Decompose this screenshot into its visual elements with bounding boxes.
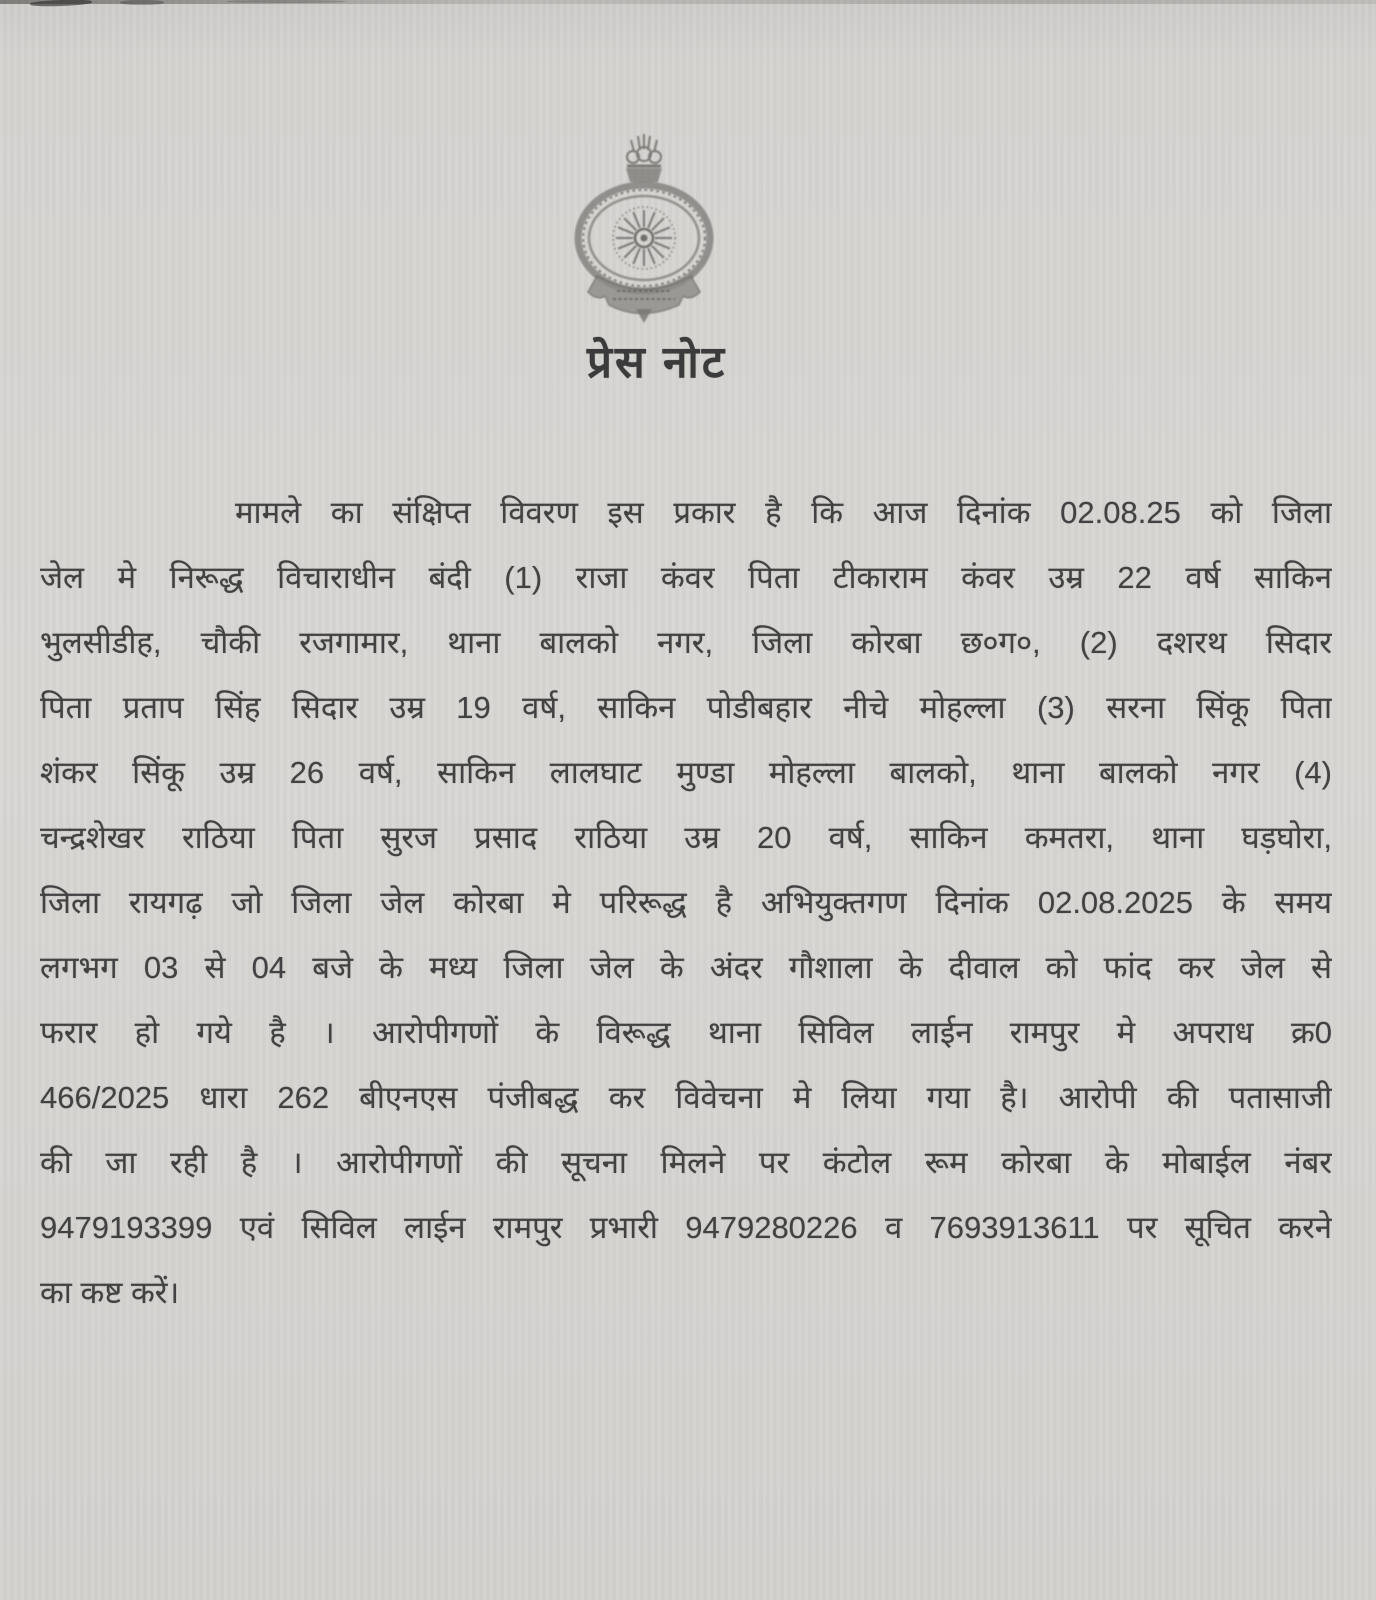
press-note-body <box>40 480 1332 1325</box>
scan-top-edge <box>0 0 1376 4</box>
scan-artifact <box>226 0 346 3</box>
body-line: शंकर सिंकू उम्र 26 वर्ष, साकिन लालघाट मुण्डा मोहल्ला बालको, थाना बालको नगर (4) <box>40 755 1332 790</box>
body-line: 9479193399 एवं सिविल लाईन रामपुर प्रभारी 9479280226 व 7693913611 पर सूचित करने <box>40 1210 1332 1245</box>
body-line: भुलसीडीह, चौकी रजगामार, थाना बालको नगर, जिला कोरबा छ०ग०, (2) दशरथ सिदार <box>40 625 1332 660</box>
body-line: पिता प्रताप सिंह सिदार उम्र 19 वर्ष, साकिन पोडीबहार नीचे मोहल्ला (3) सरना सिंकू पिता <box>40 690 1332 725</box>
body-line: जेल मे निरूद्ध विचाराधीन बंदी (1) राजा कंवर पिता टीकाराम कंवर उम्र 22 वर्ष साकिन <box>40 560 1332 595</box>
body-line: चन्द्रशेखर राठिया पिता सुरज प्रसाद राठिया उम्र 20 वर्ष, साकिन कमतरा, थाना घड़घोरा, <box>40 820 1332 855</box>
scan-artifact <box>120 0 164 5</box>
body-line: 466/2025 धारा 262 बीएनएस पंजीबद्ध कर विवेचना मे लिया गया है। आरोपी की पतासाजी <box>40 1080 1332 1115</box>
state-police-crest-icon <box>569 126 719 326</box>
body-line: फरार हो गये है । आरोपीगणों के विरूद्ध थाना सिविल लाईन रामपुर मे अपराध क्र0 <box>40 1015 1332 1050</box>
body-line: जिला रायगढ़ जो जिला जेल कोरबा मे परिरूद्ध है अभियुक्तगण दिनांक 02.08.2025 के समय <box>40 885 1332 920</box>
page-title: प्रेस नोट <box>587 338 727 387</box>
body-line: लगभग 03 से 04 बजे के मध्य जिला जेल के अंदर गौशाला के दीवाल को फांद कर जेल से <box>40 950 1332 985</box>
body-line: की जा रही है । आरोपीगणों की सूचना मिलने पर कंटोल रूम कोरबा के मोबाईल नंबर <box>40 1145 1332 1180</box>
scan-artifact <box>30 0 92 7</box>
body-line: मामले का संक्षिप्त विवरण इस प्रकार है कि आज दिनांक 02.08.25 को जिला <box>235 495 1332 530</box>
body-line: का कष्ट करें। <box>40 1275 180 1310</box>
